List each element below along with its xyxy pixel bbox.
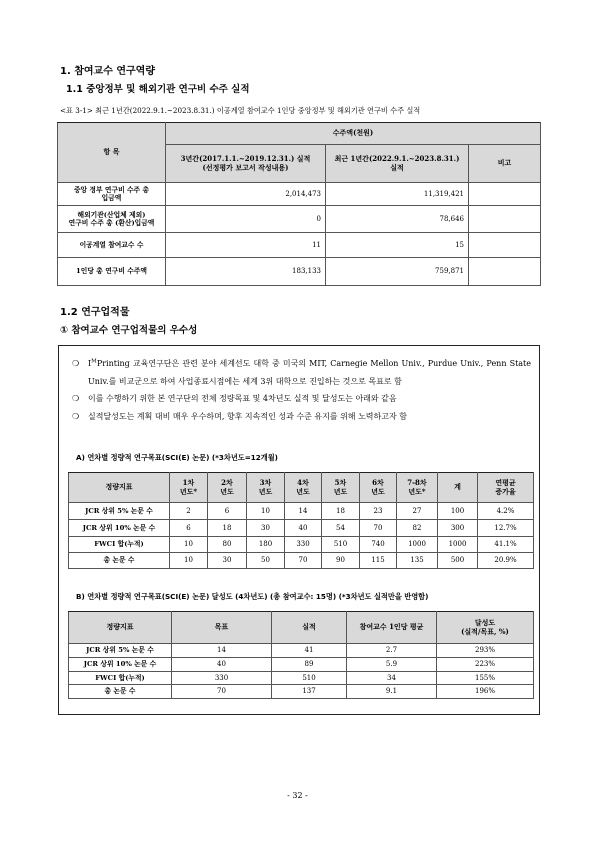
table-cell: 18: [208, 520, 247, 537]
header-achievement-rate: 달성도 (실적/목표, %): [437, 612, 534, 644]
note-cell: [469, 183, 541, 206]
table-cell: 115: [360, 553, 397, 569]
table-cell: 6: [208, 503, 247, 520]
table-row: [69, 672, 534, 685]
metric-label: 총 논문 수: [69, 685, 172, 699]
bullet-marker: ❍: [72, 359, 80, 368]
header-year-4: 4차 년도: [285, 473, 322, 503]
table-cell: 293%: [437, 644, 534, 658]
table-row: [69, 503, 534, 520]
metric-label: JCR 상위 10% 논문 수: [69, 520, 170, 537]
header-three-year: 3년간(2017.1.1.~2019.12.31.) 실적 (선정평가 보고서 작성내용): [166, 145, 326, 183]
section-heading: 1. 참여교수 연구역량: [60, 66, 155, 77]
metric-label: JCR 상위 10% 논문 수: [69, 658, 172, 672]
table-row: [58, 183, 541, 206]
publications-subtitle: ① 참여교수 연구업적물의 우수성: [60, 325, 198, 336]
performance-box: [58, 345, 540, 715]
table-cell: 54: [322, 520, 360, 537]
table-cell: 510: [322, 537, 360, 553]
bullet-text: $I^MPrinting$ 교육연구단은 관련 분야 세계선도 대학 중 미국의 MIT, Carnegie Mellon Univ., Purdue Univ., Penn State Univ.를 비교군으로 하여 사업종료시점에는 세계 3위 대학으로 진입하는 것으로 목표로 함: [88, 358, 531, 386]
recent-value: 15: [326, 233, 469, 258]
achievement-table: [68, 611, 534, 699]
table-cell: 14: [285, 503, 322, 520]
bullet-text: 실적달성도는 계획 대비 매우 우수하며, 향후 지속적인 성과 수준 유지를 위해 노력하고자 함: [88, 411, 407, 421]
row-label: 1인당 총 연구비 수주액: [58, 258, 166, 286]
table-cell: 10: [247, 503, 285, 520]
table-cell: 30: [208, 553, 247, 569]
header-per-professor: 참여교수 1인당 평균: [347, 612, 437, 644]
targets-table: [68, 472, 534, 569]
table-cell: 1000: [438, 537, 478, 553]
achievement-title: B) 연차별 정량적 연구목표(SCI(E) 논문) 달성도 (4차년도) (총 참여교수: 15명) (*3차년도 실적만을 반영함): [76, 592, 429, 601]
table-row: [69, 537, 534, 553]
bullet-text: 이를 수행하기 위한 본 연구단의 전체 정량목표 및 4차년도 실적 및 달성도는 아래와 같음: [88, 394, 397, 403]
table-cell: 9.1: [347, 685, 437, 699]
table-cell: 23: [360, 503, 397, 520]
header-year-5: 5차 년도: [322, 473, 360, 503]
table-cell: 6: [170, 520, 208, 537]
table-cell: 135: [397, 553, 438, 569]
table-cell: 10: [170, 553, 208, 569]
table-cell: 2: [170, 503, 208, 520]
table-cell: 70: [172, 685, 272, 699]
header-year-7-8: 7-8차 년도*: [397, 473, 438, 503]
table-cell: 90: [322, 553, 360, 569]
header-item: 항 목: [58, 123, 166, 183]
table-cell: 70: [285, 553, 322, 569]
funding-table-caption: <표 3-1> 최근 1년간(2022.9.1.~2023.8.31.) 이공계열 참여교수 1인당 중앙정부 및 해외기관 연구비 수주 실적: [60, 106, 421, 115]
table-cell: 2.7: [347, 644, 437, 658]
publications-title: 1.2 연구업적물: [60, 307, 130, 318]
table-cell: 155%: [437, 672, 534, 685]
table-cell: 4.2%: [478, 503, 534, 520]
note-cell: [469, 206, 541, 233]
header-year-1: 1차 년도*: [170, 473, 208, 503]
table-cell: 30: [247, 520, 285, 537]
table-cell: 18: [322, 503, 360, 520]
table-cell: 50: [247, 553, 285, 569]
table-cell: 330: [172, 672, 272, 685]
table-cell: 5.9: [347, 658, 437, 672]
table-cell: 510: [272, 672, 347, 685]
metric-label: FWCI 합(누적): [69, 672, 172, 685]
table-cell: 10: [170, 537, 208, 553]
three-year-value: 183,133: [166, 258, 326, 286]
header-year-2: 2차 년도: [208, 473, 247, 503]
table-row: [69, 553, 534, 569]
header-year-3: 3차 년도: [247, 473, 285, 503]
metric-label: JCR 상위 5% 논문 수: [69, 503, 170, 520]
table-row: [69, 644, 534, 658]
list-item: [72, 390, 531, 408]
metric-label: JCR 상위 5% 논문 수: [69, 644, 172, 658]
bullet-list: [72, 355, 531, 425]
three-year-value: 2,014,473: [166, 183, 326, 206]
table-cell: 500: [438, 553, 478, 569]
table-row: [58, 206, 541, 233]
metric-label: 총 논문 수: [69, 553, 170, 569]
header-year-6: 6차 년도: [360, 473, 397, 503]
recent-value: 11,319,421: [326, 183, 469, 206]
table-row: [58, 233, 541, 258]
list-item: [72, 355, 531, 390]
table-cell: 14: [172, 644, 272, 658]
header-result: 실적: [272, 612, 347, 644]
targets-title: A) 연차별 정량적 연구목표(SCI(E) 논문) (*3차년도=12개월): [76, 453, 278, 462]
table-cell: 196%: [437, 685, 534, 699]
header-metric: 정량지표: [69, 612, 172, 644]
table-cell: 89: [272, 658, 347, 672]
table-cell: 223%: [437, 658, 534, 672]
header-target: 목표: [172, 612, 272, 644]
header-recent: 최근 1년간(2022.9.1.~2023.8.31.) 실적: [326, 145, 469, 183]
table-cell: 27: [397, 503, 438, 520]
table-row: [69, 658, 534, 672]
table-cell: 100: [438, 503, 478, 520]
funding-table: [57, 122, 541, 286]
table-cell: 330: [285, 537, 322, 553]
table-row: [69, 685, 534, 699]
bullet-marker: ❍: [72, 394, 80, 403]
row-label: 이공계열 참여교수 수: [58, 233, 166, 258]
table-cell: 82: [397, 520, 438, 537]
table-row: [58, 258, 541, 286]
list-item: [72, 408, 531, 426]
table-cell: 740: [360, 537, 397, 553]
note-cell: [469, 233, 541, 258]
table-cell: 40: [285, 520, 322, 537]
note-cell: [469, 258, 541, 286]
table-cell: 137: [272, 685, 347, 699]
header-growth-rate: 연평균 증가율: [478, 473, 534, 503]
funding-title: 1.1 중앙정부 및 해외기관 연구비 수주 실적: [66, 84, 250, 95]
header-metric: 정량지표: [69, 473, 170, 503]
table-cell: 80: [208, 537, 247, 553]
table-cell: 20.9%: [478, 553, 534, 569]
table-cell: 70: [360, 520, 397, 537]
table-cell: 41: [272, 644, 347, 658]
table-cell: 40: [172, 658, 272, 672]
row-label: 해외기관(산업체 제외) 연구비 수주 총 (환산)입금액: [58, 206, 166, 233]
table-cell: 41.1%: [478, 537, 534, 553]
table-cell: 300: [438, 520, 478, 537]
recent-value: 78,646: [326, 206, 469, 233]
header-amount: 수주액(천원): [166, 123, 541, 145]
bullet-marker: ❍: [72, 411, 80, 421]
table-cell: 34: [347, 672, 437, 685]
header-note: 비고: [469, 145, 541, 183]
three-year-value: 11: [166, 233, 326, 258]
three-year-value: 0: [166, 206, 326, 233]
row-label: 중앙 정부 연구비 수주 총 입금액: [58, 183, 166, 206]
table-cell: 12.7%: [478, 520, 534, 537]
table-cell: 180: [247, 537, 285, 553]
table-row: [69, 520, 534, 537]
header-total: 계: [438, 473, 478, 503]
metric-label: FWCI 합(누적): [69, 537, 170, 553]
table-cell: 1000: [397, 537, 438, 553]
page-number: - 32 -: [287, 791, 308, 800]
recent-value: 759,871: [326, 258, 469, 286]
